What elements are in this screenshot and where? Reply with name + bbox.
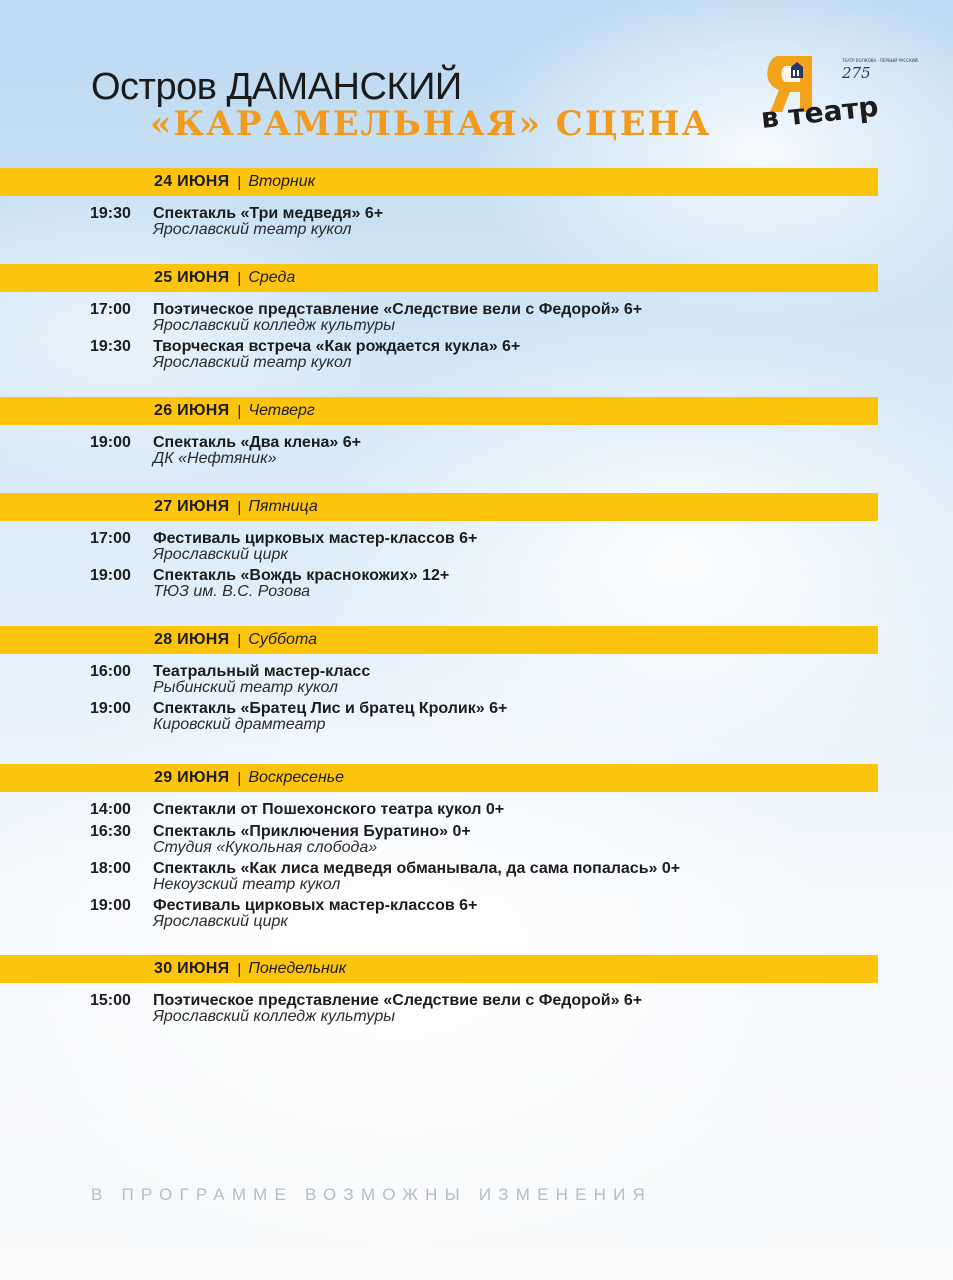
stage-subtitle: «КАРАМЕЛЬНАЯ» СЦЕНА [150,104,712,144]
day-header-bar [0,955,878,983]
event-venue: Некоузский театр кукол [153,876,341,893]
event-venue: Ярославский колледж культуры [153,317,396,334]
event-title: Спектакль «Два клена» 6+ [153,434,361,451]
day-weekday: Вторник [248,173,316,190]
day-weekday: Понедельник [248,960,347,977]
logo-small-text: ТЕАТР ВОЛКОВА · ПЕРВЫЙ РУССКИЙ [842,58,918,63]
event-title: Творческая встреча «Как рождается кукла» 6+ [153,338,521,355]
day-weekday: Среда [248,269,296,286]
event-item [0,860,953,897]
day-date: 30 ИЮНЯ [154,960,230,977]
event-time: 17:00 [90,301,131,318]
theatre-logo [759,48,918,138]
event-title: Спектакль «Три медведя» 6+ [153,205,384,222]
event-item [0,663,953,700]
event-item [0,338,953,375]
day-header-bar [0,626,878,654]
day-header-bar [0,397,878,425]
divider: | [237,498,242,516]
day-weekday: Суббота [248,631,317,648]
event-time: 16:00 [90,663,131,680]
day-date: 25 ИЮНЯ [154,269,230,286]
event-title: Фестиваль цирковых мастер-классов 6+ [153,530,478,547]
event-venue: Рыбинский театр кукол [153,679,339,696]
day-block [0,168,953,242]
event-list [0,425,953,471]
event-item [0,897,953,934]
event-title: Спектакль «Братец Лис и братец Кролик» 6+ [153,700,508,717]
day-block [0,397,953,471]
divider: | [237,631,242,649]
event-title: Фестиваль цирковых мастер-классов 6+ [153,897,478,914]
event-item [0,801,953,823]
event-venue: Ярославский цирк [153,913,288,930]
event-time: 14:00 [90,801,131,818]
day-weekday: Воскресенье [248,769,345,786]
event-item [0,700,953,737]
event-list [0,654,953,737]
event-time: 19:00 [90,700,131,717]
day-block [0,764,953,934]
event-list [0,792,953,934]
event-item [0,530,953,567]
event-list [0,292,953,375]
day-block [0,493,953,604]
divider: | [237,269,242,287]
event-venue: Кировский драмтеатр [153,716,326,733]
event-title: Спектакль «Приключения Буратино» 0+ [153,823,471,840]
event-venue: Ярославский театр кукол [153,221,352,238]
event-item [0,301,953,338]
day-date: 24 ИЮНЯ [154,173,230,190]
day-date: 29 ИЮНЯ [154,769,230,786]
logo-anniversary: 275 [842,64,871,82]
divider: | [237,402,242,420]
day-header-bar [0,493,878,521]
event-time: 19:00 [90,567,131,584]
event-title: Спектакль «Вождь краснокожих» 12+ [153,567,450,584]
event-item [0,205,953,242]
day-weekday: Четверг [248,402,315,419]
event-list [0,196,953,242]
event-time: 16:30 [90,823,131,840]
changes-note: В ПРОГРАММЕ ВОЗМОЖНЫ ИЗМЕНЕНИЯ [91,1185,652,1204]
event-venue: ТЮЗ им. В.С. Розова [153,583,310,600]
day-block [0,626,953,737]
event-time: 19:00 [90,434,131,451]
day-header-bar [0,264,878,292]
event-venue: ДК «Нефтяник» [153,450,277,467]
event-item [0,992,953,1029]
event-time: 19:30 [90,205,131,222]
event-time: 18:00 [90,860,131,877]
event-venue: Ярославский театр кукол [153,354,352,371]
day-date: 28 ИЮНЯ [154,631,230,648]
event-title: Театральный мастер-класс [153,663,371,680]
event-time: 15:00 [90,992,131,1009]
event-venue: Ярославский колледж культуры [153,1008,396,1025]
event-title: Спектакли от Пошехонского театра кукол 0+ [153,801,505,818]
divider: | [237,960,242,978]
event-title: Поэтическое представление «Следствие вели с Федорой» 6+ [153,992,643,1009]
page-title: Остров ДАМАНСКИЙ [91,66,462,108]
logo-slogan: в театр [759,89,880,135]
event-list [0,521,953,604]
day-date: 27 ИЮНЯ [154,498,230,515]
day-weekday: Пятница [248,498,318,515]
ya-v-teatr-logo-icon [759,48,918,138]
divider: | [237,173,242,191]
event-item [0,434,953,471]
event-item [0,823,953,860]
event-title: Спектакль «Как лиса медведя обманывала, да сама попалась» 0+ [153,860,681,877]
event-time: 19:30 [90,338,131,355]
divider: | [237,769,242,787]
event-title: Поэтическое представление «Следствие вели с Федорой» 6+ [153,301,643,318]
day-block [0,264,953,375]
event-list [0,983,953,1029]
day-date: 26 ИЮНЯ [154,402,230,419]
day-header-bar [0,168,878,196]
event-time: 17:00 [90,530,131,547]
event-time: 19:00 [90,897,131,914]
day-header-bar [0,764,878,792]
day-block [0,955,953,1029]
event-venue: Студия «Кукольная слобода» [153,839,378,856]
event-item [0,567,953,604]
event-venue: Ярославский цирк [153,546,288,563]
